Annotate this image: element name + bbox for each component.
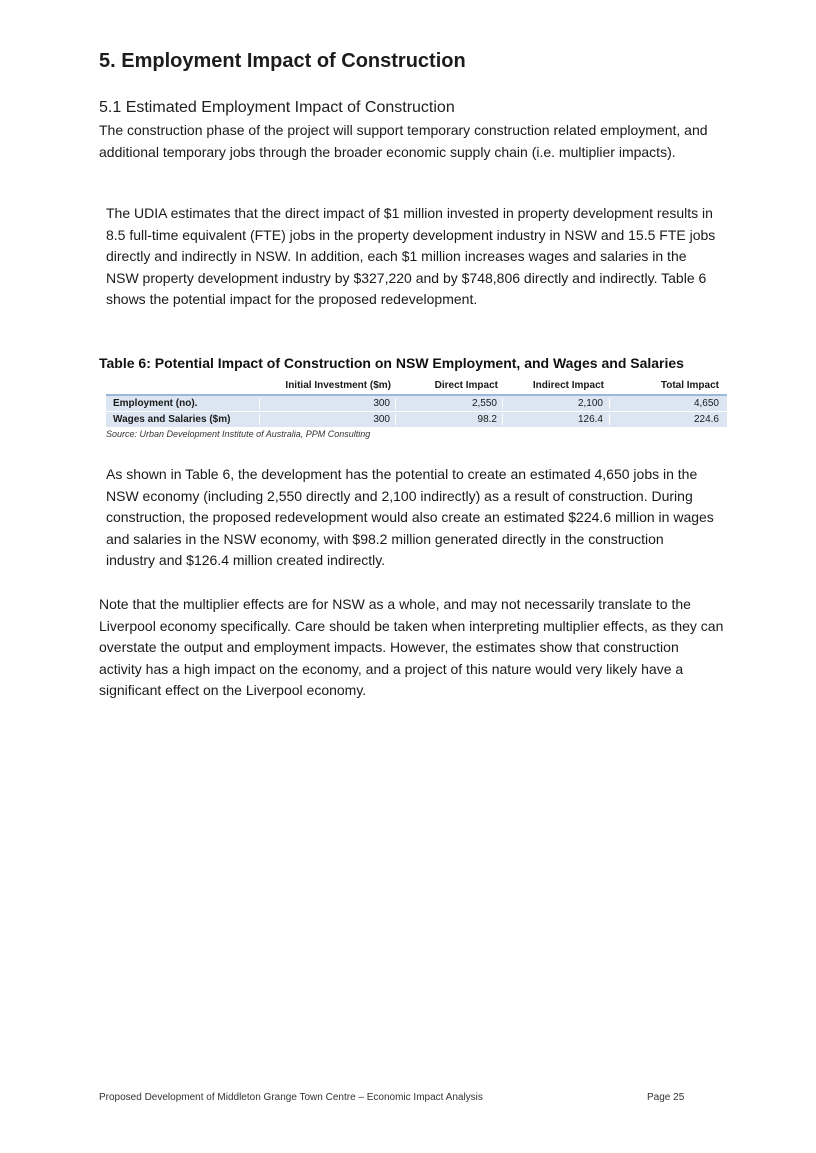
table-cell: 98.2 (396, 414, 503, 425)
table-header-cell: Initial Investment ($m) (285, 379, 391, 391)
table-cell: Wages and Salaries ($m) (106, 414, 260, 425)
udia-paragraph: The UDIA estimates that the direct impact of $1 million invested in property development results in 8.5 full-time equivalent (FTE) jobs in the property development industry in NSW and 15.5 FTE jobs directly and indirectly in NSW. In addition, each $1 million increases wages and salaries in the NSW property development industry by $327,220 and by $748,806 directly and indirectly. Table 6 shows the potential impact for the proposed redevelopment. (106, 205, 716, 307)
table-cell: 126.4 (503, 414, 610, 425)
table-header-cell: Direct Impact (434, 379, 498, 391)
table-cell: 2,100 (503, 398, 610, 409)
intro-paragraph: The construction phase of the project will support temporary construction related employment, and additional temporary jobs through the broader economic supply chain (i.e. multiplier impacts). (99, 122, 708, 160)
impact-table (106, 376, 727, 428)
table-cell: 300 (260, 414, 396, 425)
table-header-row (106, 376, 727, 396)
table-row (106, 412, 727, 428)
footer-title: Proposed Development of Middleton Grange Town Centre – Economic Impact Analysis (99, 1092, 483, 1103)
table-title: Table 6: Potential Impact of Construction on NSW Employment, and Wages and Salaries (99, 355, 684, 371)
table-header-cell: Total Impact (660, 379, 719, 391)
section-heading: 5. Employment Impact of Construction (99, 50, 466, 72)
table-cell: 4,650 (693, 398, 719, 409)
results-paragraph: As shown in Table 6, the development has the potential to create an estimated 4,650 jobs in the NSW economy (including 2,550 directly and 2,100 indirectly) as a result of construction. During construction, the proposed redevelopment would also create an estimated $224.6 million in wages and salaries in the NSW economy, with $98.2 million generated directly in the construction industry and $126.4 million created indirectly. (106, 466, 714, 568)
table-cell: 224.6 (693, 414, 719, 425)
table-cell: 2,550 (396, 398, 503, 409)
page-number: Page 25 (647, 1092, 685, 1103)
table-cell: Employment (no). (106, 398, 260, 409)
table-cell: 300 (260, 398, 396, 409)
table-row (106, 396, 727, 412)
subsection-heading: 5.1 Estimated Employment Impact of Construction (99, 99, 455, 116)
table-header-cell: Indirect Impact (532, 379, 604, 391)
table-source: Source: Urban Development Institute of Australia, PPM Consulting (106, 429, 371, 439)
note-paragraph: Note that the multiplier effects are for NSW as a whole, and may not necessarily translate to the Liverpool economy specifically. Care should be taken when interpreting multiplier effects, as they can overstate the output and employment impacts. However, the estimates show that construction activity has a high impact on the economy, and a project of this nature would very likely have a significant effect on the Liverpool economy. (99, 596, 724, 698)
